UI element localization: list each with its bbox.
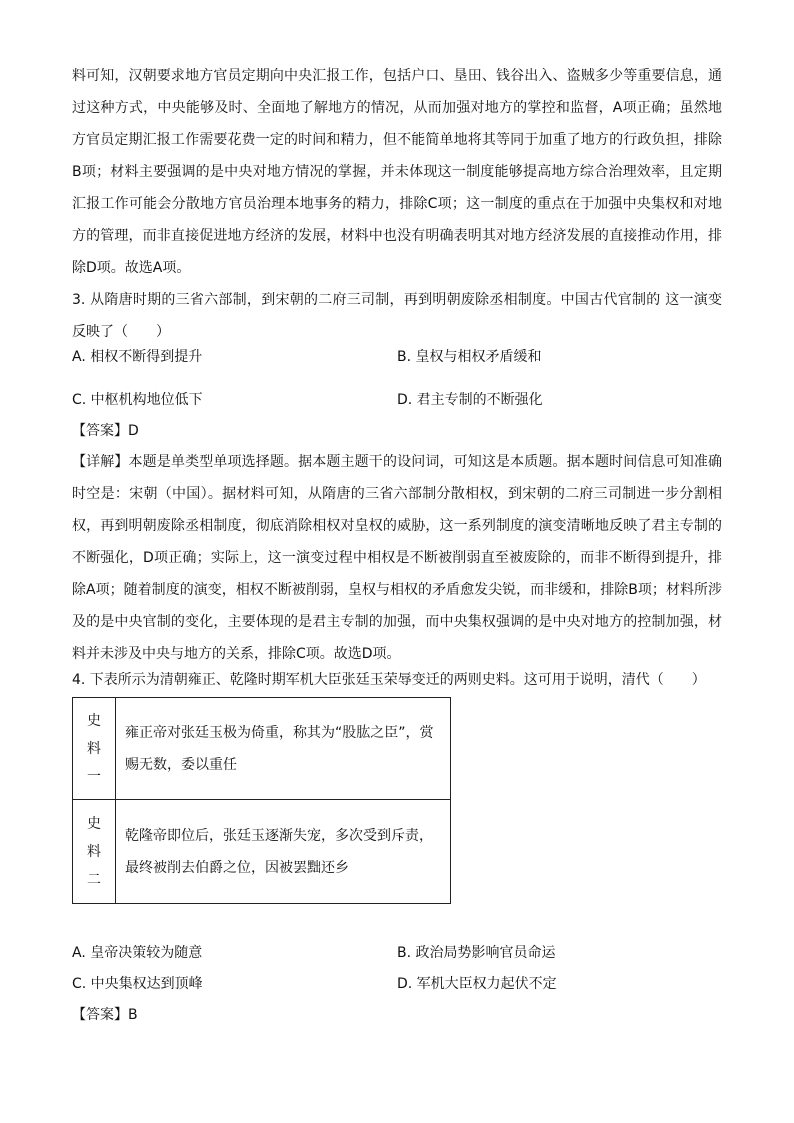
detail-label: 【详解】 <box>72 454 129 470</box>
q3-stem: 3. 从隋唐时期的三省六部制，到宋朝的二府三司制，再到明朝废除丞相制度。中国古代官制的 这一演变反映了（ ） <box>72 292 722 340</box>
answer-label: 【答案】 <box>72 423 128 439</box>
source-label: 史 料 一 <box>73 698 116 800</box>
source-label: 史 料 二 <box>73 800 116 904</box>
source-text: 乾隆帝即位后，张廷玉逐渐失宠，多次受到斥责，最终被削去伯爵之位，因被罢黜还乡 <box>116 800 451 904</box>
answer-value: D <box>128 423 139 439</box>
q4-stem: 4. 下表所示为清朝雍正、乾隆时期军机大臣张廷玉荣辱变迁的两则史料。这可用于说明，清代（ ） <box>72 672 706 688</box>
answer-label: 【答案】 <box>72 1007 128 1023</box>
q4-option-a: A. 皇帝决策较为随意 <box>72 945 203 961</box>
q4-option-d: D. 军机大臣权力起伏不定 <box>397 976 557 992</box>
q2-explanation-continued: 料可知，汉朝要求地方官员定期向中央汇报工作，包括户口、垦田、钱谷出入、盗贼多少等重要信息，通过这种方式，中央能够及时、全面地了解地方的情况，从而加强对地方的掌控和监督，A项正确；虽然地方官员定期汇报工作需要花费一定的时间和精力，但不能简单地将其等同于加重了地方的行政负担，排除B项；材料主要强调的是中央对地方情况的掌握，并未体现这一制度能够提高地方综合治理效率，且定期汇报工作可能会分散地方官员治理本地事务的精力，排除C项；这一制度的重点在于加强中央集权和对地方的管理，而非直接促进地方经济的发展，材料中也没有明确表明其对地方经济发展的直接推动作用，排除D项。故选A项。 <box>72 68 722 276</box>
answer-value: B <box>128 1007 138 1023</box>
q3-answer <box>72 421 139 441</box>
source-text: 雍正帝对张廷玉极为倚重，称其为“股肱之臣”，赏赐无数，委以重任 <box>116 698 451 800</box>
q4-option-b: B. 政治局势影响官员命运 <box>397 945 556 961</box>
q3-option-a: A. 相权不断得到提升 <box>72 349 203 365</box>
table-row <box>73 698 451 800</box>
q4-option-c: C. 中央集权达到顶峰 <box>72 976 203 992</box>
q3-option-c: C. 中枢机构地位低下 <box>72 392 203 408</box>
detail-text: 本题是单类型单项选择题。据本题主题干的设问词，可知这是本质题。据本题时间信息可知准确时空是：宋朝（中国）。据材料可知，从隋唐的三省六部制分散相权，到宋朝的二府三司制进一步分割相权，再到明朝废除丞相制度，彻底消除相权对皇权的威胁，这一系列制度的演变清晰地反映了君主专制的不断强化，D项正确；实际上，这一演变过程中相权是不断被削弱直至被废除的，而非不断得到提升，排除A项；随着制度的演变，相权不断被削弱，皇权与相权的矛盾愈发尖锐，而非缓和，排除B项；材料所涉及的是中央官制的变化，主要体现的是君主专制的加强，而中央集权强调的是中央对地方的控制加强，材料并未涉及中央与地方的关系，排除C项。故选D项。 <box>72 454 723 662</box>
q3-option-b: B. 皇权与相权矛盾缓和 <box>397 349 542 365</box>
source-table <box>72 697 451 904</box>
q4-answer <box>72 1005 138 1025</box>
q3-detail <box>72 446 722 670</box>
table-row <box>73 800 451 904</box>
q3-option-d: D. 君主专制的不断强化 <box>397 392 543 408</box>
